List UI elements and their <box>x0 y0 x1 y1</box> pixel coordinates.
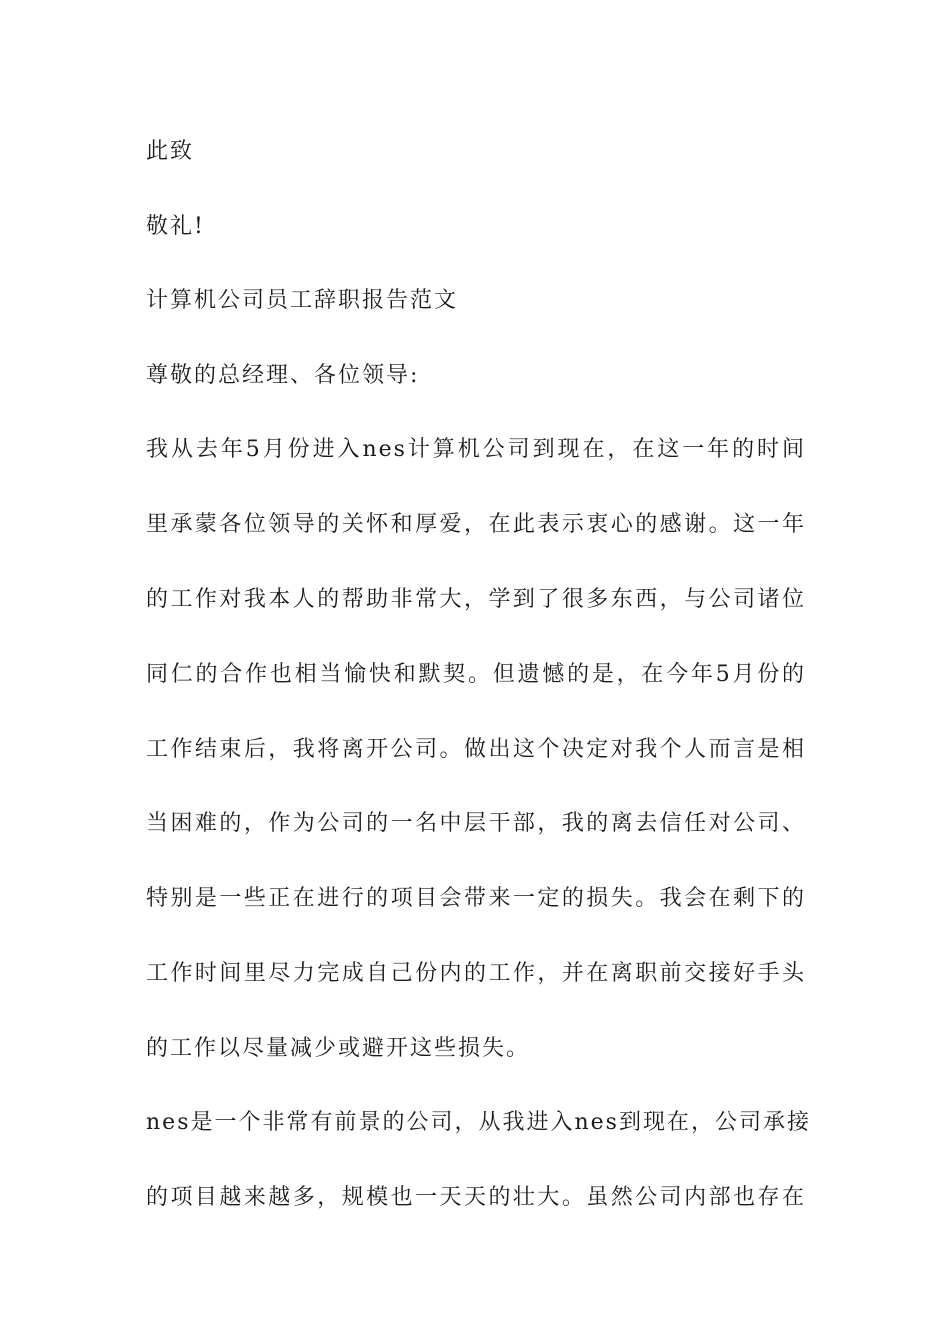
salutation: 尊敬的总经理、各位领导: <box>146 363 420 388</box>
paragraph-2-line-1: nes是一个非常有前景的公司，从我进入nes到现在，公司承接 <box>146 1110 811 1135</box>
paragraph-2-line-2: 的项目越来越多，规模也一天天的壮大。虽然公司内部也存在 <box>146 1185 806 1210</box>
paragraph-1-line-5: 工作结束后，我将离开公司。做出这个决定对我个人而言是相 <box>146 737 806 762</box>
paragraph-1-line-9: 的工作以尽量减少或避开这些损失。 <box>146 1036 531 1061</box>
paragraph-1-line-7: 特别是一些正在进行的项目会带来一定的损失。我会在剩下的 <box>146 886 806 911</box>
document-title: 计算机公司员工辞职报告范文 <box>146 288 459 313</box>
paragraph-1-line-8: 工作时间里尽力完成自己份内的工作，并在离职前交接好手头 <box>146 961 806 986</box>
paragraph-1-line-4: 同仁的合作也相当愉快和默契。但遗憾的是，在今年5月份的 <box>146 662 806 687</box>
closing-line-1: 此致 <box>146 139 195 164</box>
paragraph-1-line-3: 的工作对我本人的帮助非常大，学到了很多东西，与公司诸位 <box>146 587 806 612</box>
paragraph-1-line-6: 当困难的，作为公司的一名中层干部，我的离去信任对公司、 <box>146 811 806 836</box>
paragraph-1-line-2: 里承蒙各位领导的关怀和厚爱，在此表示衷心的感谢。这一年 <box>146 512 806 537</box>
closing-line-2: 敬礼! <box>146 214 205 239</box>
paragraph-1-line-1: 我从去年5月份进入nes计算机公司到现在，在这一年的时间 <box>146 437 806 462</box>
